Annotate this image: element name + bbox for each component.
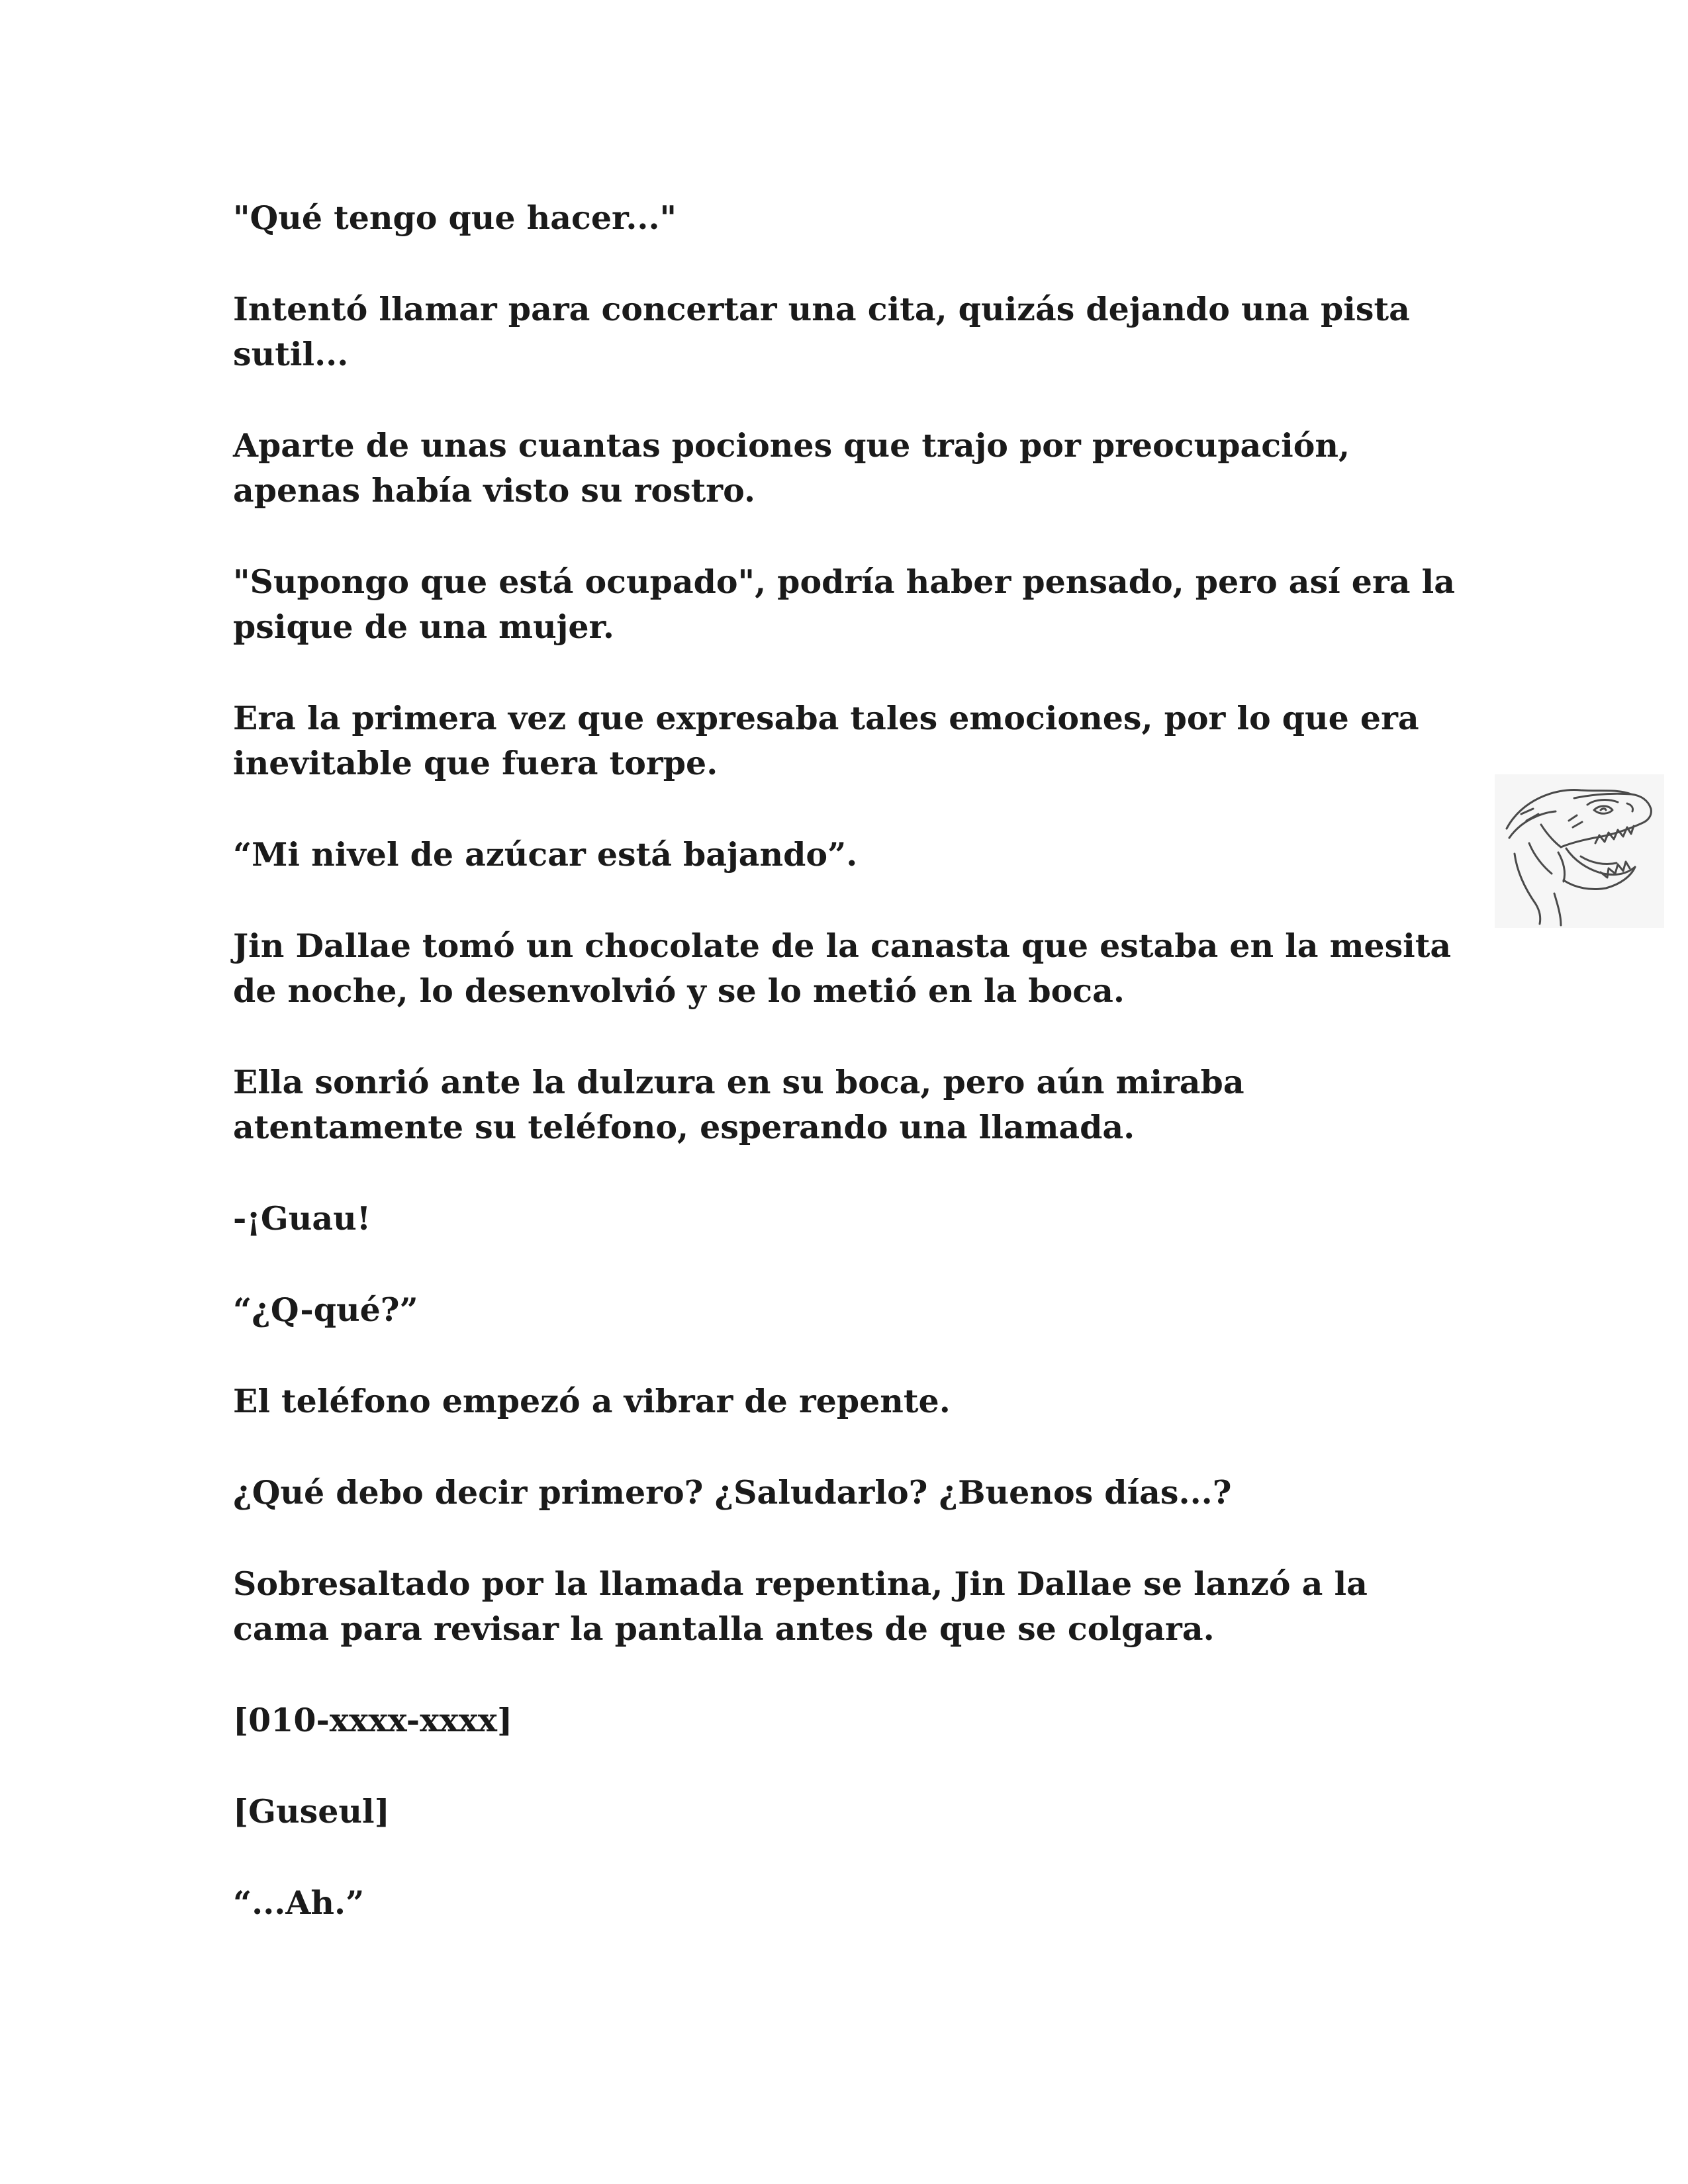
paragraph: “...Ah.” [233, 1884, 365, 1922]
paragraph: ¿Qué debo decir primero? ¿Saludarlo? ¿Buenos días...? [233, 1473, 1232, 1512]
paragraph: [Guseul] [233, 1792, 390, 1831]
paragraph: -¡Guau! [233, 1199, 371, 1238]
paragraph: Aparte de unas cuantas pociones que trajo por preocupación, apenas había visto su rostro. [233, 426, 1350, 510]
paragraph: El teléfono empezó a vibrar de repente. [233, 1382, 951, 1420]
paragraph: "Supongo que está ocupado", podría haber pensado, pero así era la psique de una mujer. [233, 563, 1455, 646]
paragraph: Ella sonrió ante la dulzura en su boca, pero aún miraba atentamente su teléfono, esperando una llamada. [233, 1063, 1244, 1146]
paragraph: "Qué tengo que hacer..." [233, 199, 677, 237]
paragraph: “¿Q-qué?” [233, 1291, 418, 1329]
paragraph: Sobresaltado por la llamada repentina, Jin Dallae se lanzó a la cama para revisar la pantalla antes de que se colgara. [233, 1565, 1368, 1648]
paragraph: Intentó llamar para concertar una cita, quizás dejando una pista sutil... [233, 290, 1410, 373]
dinosaur-head-sketch-icon [1495, 774, 1664, 928]
paragraph: Era la primera vez que expresaba tales emociones, por lo que era inevitable que fuera torpe. [233, 699, 1419, 782]
paragraph: Jin Dallae tomó un chocolate de la canasta que estaba en la mesita de noche, lo desenvolvió y se lo metió en la boca. [233, 927, 1452, 1010]
paragraph: “Mi nivel de azúcar está bajando”. [233, 835, 858, 874]
paragraph: [010-xxxx-xxxx] [233, 1701, 513, 1739]
document-body [233, 195, 1464, 1972]
